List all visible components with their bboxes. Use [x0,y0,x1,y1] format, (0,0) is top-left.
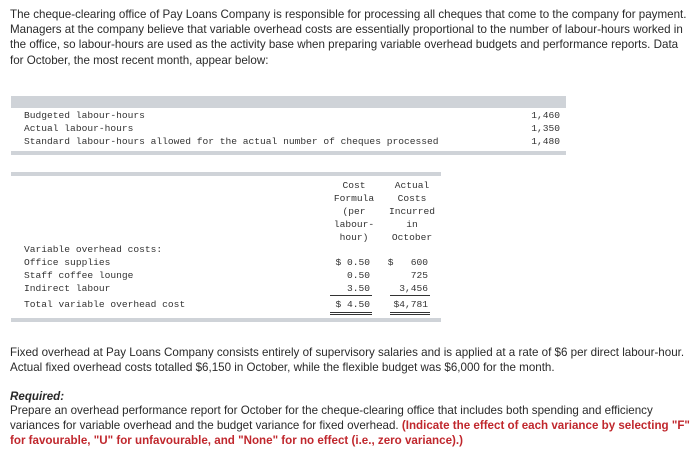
total-double-rule [330,314,372,315]
total-double-rule [390,312,430,313]
cost-formula-value: 3.50 [346,283,370,294]
cost-formula-header: Cost Formula (per labour- hour) [333,180,375,243]
total-double-rule [330,312,372,313]
hours-row-actual [24,123,560,136]
hours-row-standard [24,136,560,149]
total-double-rule [390,314,430,315]
hours-value: 1,350 [531,123,560,134]
subtotal-rule [390,295,430,296]
required-heading: Required: [10,390,65,403]
hours-label: Actual labour-hours [24,123,134,134]
total-formula-value: $ 4.50 [335,299,370,310]
hours-table-header-bar [11,96,566,108]
variable-overhead-section-label: Variable overhead costs: [24,244,163,255]
cost-table-header-bar [11,172,441,176]
cost-row-label: Indirect labour [24,283,111,294]
required-instruction: (Indicate the effect of each variance by selecting "F" for favourable, "U" for unfavourable, and "None" for no effect (i.e., zero variance).) [10,419,690,448]
intro-paragraph: The cheque-clearing office of Pay Loans Company is responsible for processing all cheques that come to the company for payment. Managers at the company believe that variable overhead costs are essentially proportional to the number of labour-hours worked in the office, so labour-hours are used as the activity base when preparing variable overhead budgets and performance reports. Data for October, the most recent month, appear below: [10,8,687,67]
subtotal-rule [330,295,372,296]
cost-row-label: Office supplies [24,257,111,268]
fixed-overhead-paragraph: Fixed overhead at Pay Loans Company consists entirely of supervisory salaries and is applied at a rate of $6 per direct labour-hour. Actual fixed overhead costs totalled $6,150 in October, while the flexible budget was $6,000 for the month. [10,346,685,375]
cost-row-label: Staff coffee lounge [24,270,134,281]
actual-costs-header: Actual Costs Incurred in October [388,180,436,243]
hours-table-footer-bar [11,151,566,155]
cost-table-footer-bar [11,318,441,322]
total-row-label: Total variable overhead cost [24,299,186,310]
actual-cost-value: $ 600 [387,257,428,268]
cost-formula-value: $ 0.50 [335,257,370,268]
required-paragraph [10,403,690,449]
required-text: Prepare an overhead performance report for October for the cheque-clearing office that includes both spending and efficiency variances for variable overhead and the budget variance for fixed overhead. [10,404,653,433]
hours-value: 1,480 [531,136,560,147]
total-actual-value: $4,781 [393,299,428,310]
hours-label: Standard labour-hours allowed for the actual number of cheques processed [24,136,439,147]
hours-label: Budgeted labour-hours [24,110,145,121]
hours-value: 1,460 [531,110,560,121]
hours-row-budgeted [24,110,560,123]
actual-cost-value: 3,456 [399,283,428,294]
actual-cost-value: 725 [410,270,428,281]
cost-formula-value: 0.50 [346,270,370,281]
